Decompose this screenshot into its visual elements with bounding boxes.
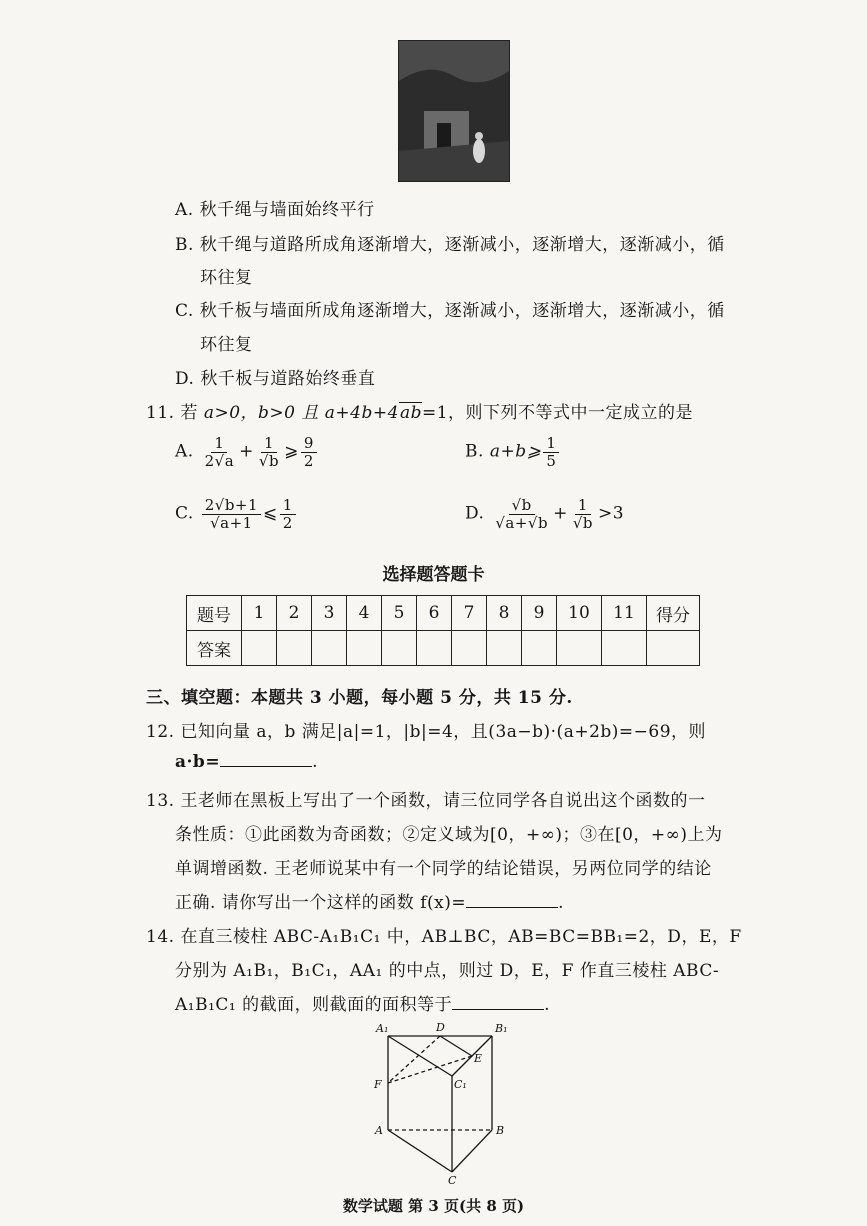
q11-a-frac1-num: 1 <box>211 435 227 453</box>
q11-root: ab <box>399 403 422 423</box>
q13-period: . <box>558 893 565 913</box>
answer-card-number: 11 <box>602 596 647 631</box>
answer-cell[interactable] <box>277 631 312 666</box>
answer-card-table <box>186 595 700 666</box>
q11-c-frac1 <box>202 497 261 531</box>
page-footer: 数学试题 第 3 页(共 8 页) <box>342 1197 525 1215</box>
answer-cell[interactable] <box>522 631 557 666</box>
answer-cell[interactable] <box>417 631 452 666</box>
q12-period: . <box>312 752 318 772</box>
answer-card-row2-label: 答案 <box>187 631 242 666</box>
answer-cell[interactable] <box>382 631 417 666</box>
q12-line2 <box>175 752 318 772</box>
q11-c-frac2-den: 2 <box>282 513 293 532</box>
edge-bc <box>452 1130 492 1172</box>
answer-card-row1-label: 题号 <box>187 596 242 631</box>
answer-card-header-row <box>187 596 700 631</box>
q11-a-frac2 <box>256 435 282 469</box>
q11-d-frac2-den: √b <box>572 513 593 532</box>
label-b1: B₁ <box>495 1022 508 1035</box>
q11-number: 11. 若 <box>146 403 204 423</box>
q11-a-geq: ⩾ <box>284 441 299 462</box>
answer-card-number: 3 <box>312 596 347 631</box>
q10-option-c-line2: 环往复 <box>200 335 253 355</box>
answer-card-number: 9 <box>522 596 557 631</box>
answer-cell[interactable] <box>602 631 647 666</box>
q11-a-frac3-num: 9 <box>301 435 317 453</box>
q10-option-c-line1: C. 秋千板与墙面所成角逐渐增大，逐渐减小，逐渐增大，逐渐减小，循 <box>175 301 725 321</box>
label-c: C <box>448 1174 457 1186</box>
answer-card-number: 6 <box>417 596 452 631</box>
q13-line4-text: 正确. 请你写出一个这样的函数 f(x)= <box>175 893 467 913</box>
answer-card-score-label: 得分 <box>647 596 700 631</box>
q11-option-c <box>175 497 298 531</box>
answer-cell[interactable] <box>347 631 382 666</box>
label-a1: A₁ <box>376 1022 389 1035</box>
label-b: B <box>496 1124 505 1137</box>
answer-card-number: 4 <box>347 596 382 631</box>
q13-line1: 13. 王老师在黑板上写出了一个函数，请三位同学各自说出这个函数的一 <box>146 791 706 811</box>
section-df <box>388 1036 440 1083</box>
q11-option-b <box>465 435 561 469</box>
q11-d-frac2-num: 1 <box>575 497 591 515</box>
q11-b-label: B. <box>465 441 484 462</box>
label-f: F <box>374 1078 382 1091</box>
edge-a1c1 <box>388 1036 452 1076</box>
q11-d-label: D. <box>465 503 485 524</box>
q11-d-frac2 <box>570 497 596 531</box>
q12-line1: 12. 已知向量 a，b 满足|a|=1，|b|=4，且(3a−b)·(a+2b)=−69，则 <box>146 722 707 742</box>
q11-a-frac3 <box>301 435 317 469</box>
q11-a-frac1 <box>202 435 238 469</box>
q11-c-frac2-num: 1 <box>280 497 296 515</box>
prism-figure <box>370 1018 520 1186</box>
q11-b-text: a+b⩾ <box>489 441 542 462</box>
answer-card-number: 10 <box>557 596 602 631</box>
q11-stem-suffix: =1，则下列不等式中一定成立的是 <box>421 403 694 423</box>
q11-d-tail: >3 <box>598 503 625 524</box>
answer-card-number: 8 <box>487 596 522 631</box>
q11-condition: a>0，b>0 且 a+4b+4 <box>203 403 399 423</box>
answer-card-answer-row <box>187 631 700 666</box>
section-de <box>440 1036 472 1056</box>
q13-line4 <box>175 888 564 913</box>
q14-period: . <box>544 995 551 1015</box>
q11-c-frac2 <box>280 497 296 531</box>
q13-line3: 单调增函数. 王老师说某中有一个同学的结论错误，另两位同学的结论 <box>175 859 712 879</box>
q13-answer-blank[interactable] <box>466 893 558 908</box>
answer-cell[interactable] <box>487 631 522 666</box>
q11-a-frac2-den: √b <box>258 451 280 470</box>
section3-heading: 三、填空题：本题共 3 小题，每小题 5 分，共 15 分. <box>146 688 573 708</box>
q11-c-label: C. <box>175 503 194 524</box>
q13-line2: 条性质：①此函数为奇函数；②定义域为[0，+∞)；③在[0，+∞)上为 <box>175 825 723 845</box>
q11-b-frac-den: 5 <box>546 451 557 470</box>
answer-cell[interactable] <box>242 631 277 666</box>
answer-card-title: 选择题答题卡 <box>382 565 485 585</box>
q11-a-frac3-den: 2 <box>303 451 314 470</box>
q11-b-frac <box>543 435 559 469</box>
answer-card-number: 2 <box>277 596 312 631</box>
answer-cell[interactable] <box>557 631 602 666</box>
swing-photo <box>398 40 510 182</box>
answer-cell[interactable] <box>312 631 347 666</box>
q11-d-frac1-den: √a+√b <box>495 513 549 532</box>
q10-option-b-line2: 环往复 <box>200 268 253 288</box>
edge-ac <box>388 1130 452 1172</box>
answer-card-number: 5 <box>382 596 417 631</box>
q10-option-a: A. 秋千绳与墙面始终平行 <box>175 200 375 220</box>
q11-a-frac2-num: 1 <box>261 435 277 453</box>
answer-card-number: 1 <box>242 596 277 631</box>
score-cell[interactable] <box>647 631 700 666</box>
q12-answer-blank[interactable] <box>220 752 312 767</box>
q11-d-frac1 <box>492 497 551 531</box>
q14-line2: 分别为 A₁B₁，B₁C₁，AA₁ 的中点，则过 D，E，F 作直三棱柱 ABC- <box>175 961 720 981</box>
q11-c-frac1-den: √a+1 <box>210 513 253 532</box>
swing-photo-art <box>399 41 509 181</box>
label-c1: C₁ <box>454 1078 467 1091</box>
q14-answer-blank[interactable] <box>452 995 544 1010</box>
q11-c-leq: ⩽ <box>263 503 278 524</box>
label-a: A <box>375 1124 383 1137</box>
q11-option-a <box>175 435 319 469</box>
q14-line1: 14. 在直三棱柱 ABC-A₁B₁C₁ 中，AB⊥BC，AB=BC=BB₁=2，D，E，F <box>146 927 742 947</box>
q11-d-plus: + <box>553 503 568 524</box>
q11-d-frac1-num: √b <box>509 497 535 515</box>
q10-option-b-line1: B. 秋千绳与道路所成角逐渐增大，逐渐减小，逐渐增大，逐渐减小，循 <box>175 235 725 255</box>
q14-line3 <box>175 990 550 1015</box>
q11-a-plus: + <box>239 441 254 462</box>
q11-option-d <box>465 497 624 531</box>
answer-card-number: 7 <box>452 596 487 631</box>
label-d: D <box>436 1021 445 1034</box>
q11-stem <box>146 398 693 423</box>
q11-a-frac1-den: 2√a <box>204 451 235 470</box>
q12-expression: a·b= <box>175 752 221 772</box>
q14-line3-text: A₁B₁C₁ 的截面，则截面的面积等于 <box>175 995 453 1015</box>
q11-c-frac1-num: 2√b+1 <box>202 497 261 515</box>
label-e: E <box>474 1052 483 1065</box>
q11-a-label: A. <box>175 441 194 462</box>
answer-cell[interactable] <box>452 631 487 666</box>
q10-option-d: D. 秋千板与道路始终垂直 <box>175 369 376 389</box>
q11-b-frac-num: 1 <box>543 435 559 453</box>
